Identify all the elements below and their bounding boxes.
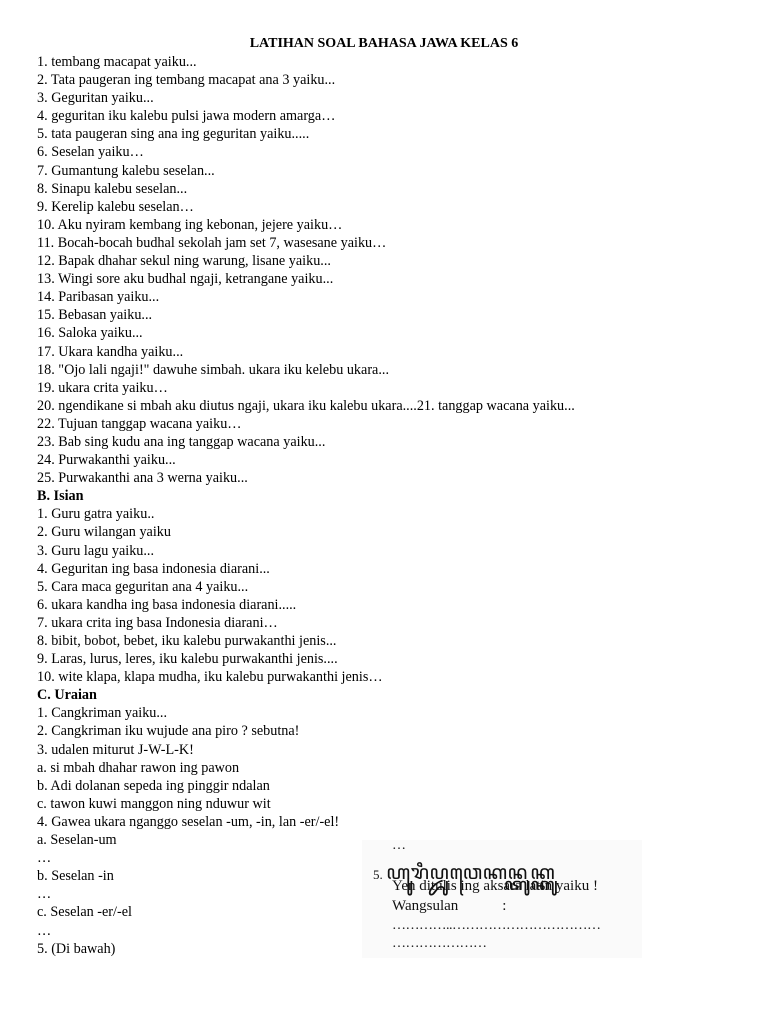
section-a-list — [37, 53, 737, 487]
question-item: 23. Bab sing kudu ana ing tanggap wacana yaiku... — [37, 433, 326, 450]
uraian-item: a. Seselan-um — [37, 832, 117, 849]
uraian-item: 5. (Di bawah) — [37, 940, 116, 957]
worksheet-page — [37, 35, 737, 958]
answer-blank-2: ………………… — [392, 936, 487, 951]
uraian-item: b. Seselan -in — [37, 868, 114, 885]
isian-item: 10. wite klapa, klapa mudha, iku kalebu purwakanthi jenis… — [37, 669, 383, 686]
question-item: 19. ukara crita yaiku… — [37, 379, 168, 396]
question-item: 25. Purwakanthi ana 3 werna yaiku... — [37, 470, 248, 487]
section-c-heading: C. Uraian — [37, 687, 97, 704]
question-item: 14. Paribasan yaiku... — [37, 289, 160, 306]
question-item: 4. geguritan iku kalebu pulsi jawa modern amarga… — [37, 108, 336, 125]
question-item: 6. Seselan yaiku… — [37, 144, 144, 161]
question-item: 16. Saloka yaiku... — [37, 325, 143, 342]
uraian-item: c. tawon kuwi manggon ning nduwur wit — [37, 795, 271, 812]
isian-item: 9. Laras, lurus, leres, iku kalebu purwakanthi jenis.... — [37, 651, 338, 668]
isian-item: 1. Guru gatra yaiku.. — [37, 506, 155, 523]
question-number: 5. — [373, 867, 383, 882]
section-b-list — [37, 505, 737, 686]
question-item: 3. Geguritan yaiku... — [37, 90, 154, 107]
question-item: 7. Gumantung kalebu seselan... — [37, 162, 215, 179]
isian-item: 7. ukara crita ing basa Indonesia diarani… — [37, 614, 278, 631]
isian-item: 5. Cara maca geguritan ana 4 yaiku... — [37, 578, 249, 595]
uraian-item: 1. Cangkriman yaiku... — [37, 705, 168, 722]
question-item: 18. "Ojo lali ngaji!" dawuhe simbah. ukara iku kelebu ukara... — [37, 361, 389, 378]
uraian-item: c. Seselan -er/-el — [37, 904, 132, 921]
question-item: 1. tembang macapat yaiku... — [37, 54, 197, 70]
uraian-item: … — [37, 886, 52, 903]
answer-line — [392, 898, 506, 915]
question-item: 24. Purwakanthi yaiku... — [37, 452, 176, 469]
question-item: 13. Wingi sore aku budhal ngaji, ketrangane yaiku... — [37, 271, 334, 288]
question-5-image — [362, 840, 642, 958]
uraian-item: … — [37, 922, 52, 939]
question-item: 5. tata paugeran sing ana ing geguritan yaiku..... — [37, 126, 310, 143]
uraian-item: 3. udalen miturut J-W-L-K! — [37, 741, 194, 758]
ellipsis: … — [392, 838, 406, 853]
question-item: 15. Bebasan yaiku... — [37, 307, 153, 324]
isian-item: 2. Guru wilangan yaiku — [37, 524, 171, 541]
question-item: 11. Bocah-bocah budhal sekolah jam set 7, wasesane yaiku… — [37, 234, 387, 251]
question-item: 22. Tujuan tanggap wacana yaiku… — [37, 415, 242, 432]
page-title: LATIHAN SOAL BAHASA JAWA KELAS 6 — [249, 36, 519, 51]
question-item: 20. ngendikane si mbah aku diutus ngaji, ukara iku kalebu ukara....21. tanggap wacana yaiku... — [37, 397, 575, 414]
answer-label: Wangsulan — [392, 898, 459, 914]
javanese-script-text: ꦲꦸꦫꦶꦥ꧀ꦢꦸꦮꦺꦏꦤ꧀ꦠꦸꦏ꧀ꦏꦸ — [386, 860, 556, 884]
question-item: 8. Sinapu kalebu seselan... — [37, 180, 188, 197]
isian-item: 4. Geguritan ing basa indonesia diarani... — [37, 560, 270, 577]
question-instruction: Yen ditulis ing aksara latin yaiku ! — [392, 878, 598, 894]
isian-item: 6. ukara kandha ing basa indonesia diarani..... — [37, 596, 297, 613]
question-item: 10. Aku nyiram kembang ing kebonan, jejere yaiku… — [37, 216, 343, 233]
uraian-item: b. Adi dolanan sepeda ing pinggir ndalan — [37, 777, 270, 794]
uraian-item: 4. Gawea ukara nganggo seselan -um, -in, lan -er/-el! — [37, 813, 340, 830]
question-item: 9. Kerelip kalebu seselan… — [37, 198, 194, 215]
uraian-item: a. si mbah dhahar rawon ing pawon — [37, 759, 240, 776]
uraian-item: 2. Cangkriman iku wujude ana piro ? sebutna! — [37, 723, 300, 740]
answer-blank-1: …………..…………………………… — [392, 918, 601, 933]
isian-item: 8. bibit, bobot, bebet, iku kalebu purwakanthi jenis... — [37, 633, 337, 649]
question-item: 2. Tata paugeran ing tembang macapat ana 3 yaiku... — [37, 72, 336, 89]
question-item: 17. Ukara kandha yaiku... — [37, 343, 184, 360]
isian-item: 3. Guru lagu yaiku... — [37, 542, 155, 559]
section-b-heading: B. Isian — [37, 488, 84, 505]
question-item: 12. Bapak dhahar sekul ning warung, lisane yaiku... — [37, 253, 331, 270]
uraian-item: … — [37, 850, 52, 867]
answer-colon: : — [502, 898, 507, 914]
